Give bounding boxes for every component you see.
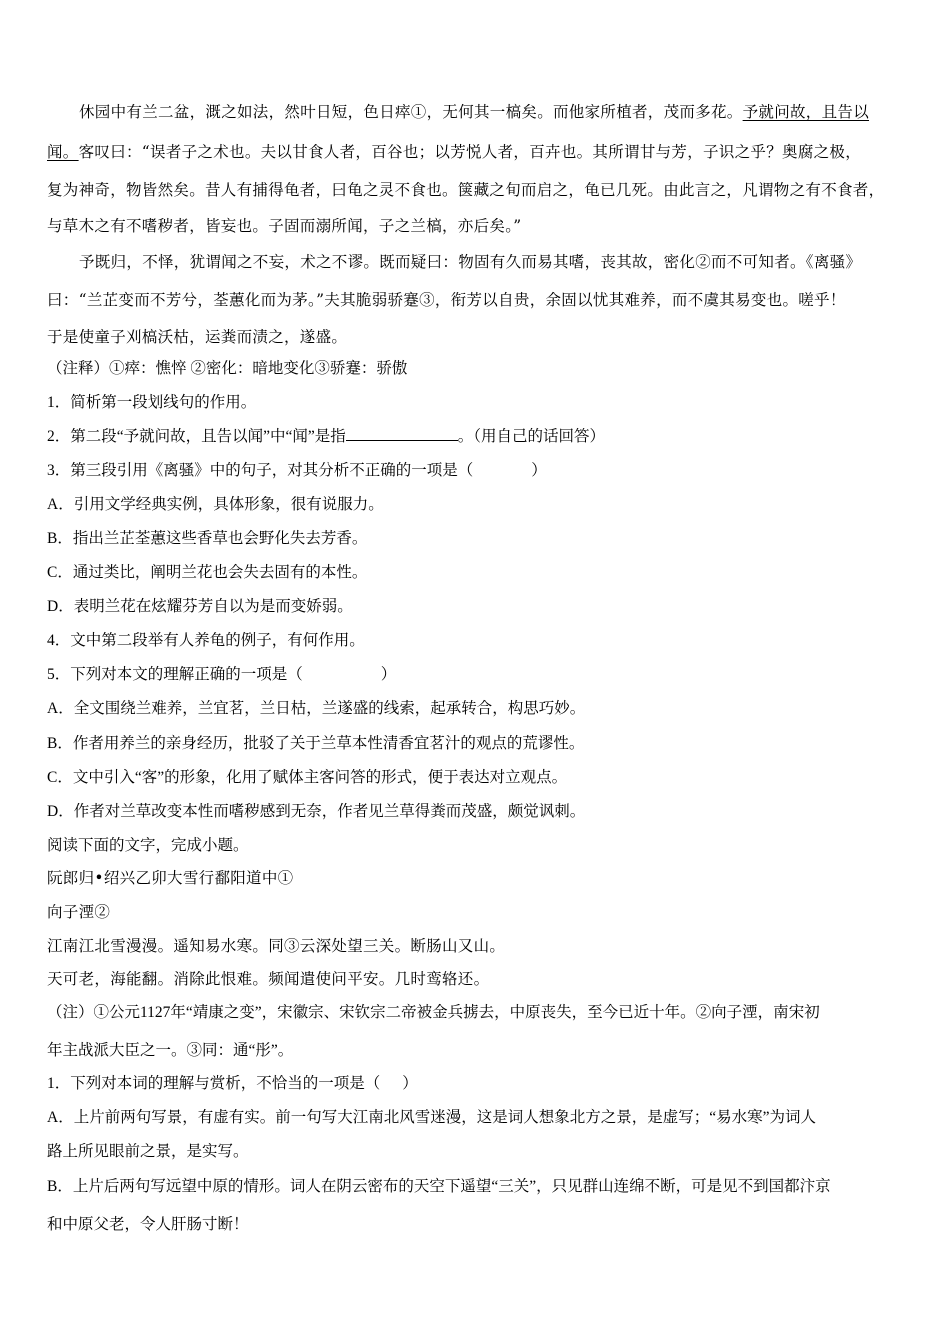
- question-3: [47, 458, 907, 480]
- passage-line: [79, 100, 939, 122]
- passage-line: [47, 140, 907, 162]
- annotation-notes: （注释）①瘁：憔悴 ②密化：暗地变化③骄蹇：骄傲: [47, 360, 408, 377]
- question-text: 1．下列对本词的理解与赏析，不恰当的一项是（: [47, 1075, 381, 1092]
- question-1: 1．简析第一段划线句的作用。: [47, 394, 257, 411]
- question-text: 。（用自己的话回答）: [457, 428, 606, 445]
- question-text: 3．第三段引用《离骚》中的句子，对其分析不正确的一项是（: [47, 462, 474, 479]
- option-b: B．指出兰芷荃蕙这些香草也会野化失去芳香。: [47, 530, 368, 547]
- option-d: D．表明兰花在炫耀芬芳自以为是而变娇弱。: [47, 598, 353, 615]
- question-text: ）: [380, 666, 397, 683]
- underlined-sentence: 予就问故，且告以: [742, 103, 870, 121]
- poem-line: 天可老，海能翻。消除此恨难。频闻遣使问平安。几时鸾辂还。: [47, 970, 490, 988]
- option-a: A．上片前两句写景，有虚有实。前一句写大江南北风雪迷漫，这是词人想象北方之景，是虚写；“易水寒”为词人: [47, 1109, 816, 1126]
- question-text: 5．下列对本文的理解正确的一项是（: [47, 666, 303, 683]
- option-c: C．文中引入“客”的形象，化用了赋体主客问答的形式，便于表达对立观点。: [47, 769, 568, 786]
- section-intro: 阅读下面的文字，完成小题。: [47, 837, 249, 854]
- passage-line: 曰：“兰芷变而不芳兮，荃蕙化而为茅。”夫其脆弱骄蹇③，衔芳以自贵，余固以忧其难养，而不虞其易变也。嗟乎！: [47, 291, 846, 309]
- question-1: [47, 1071, 907, 1093]
- option-b: B．上片后两句写远望中原的情形。词人在阴云密布的天空下遥望“三关”，只见群山连绵不断，可是见不到国都汴京: [47, 1178, 831, 1195]
- option-c: C．通过类比，阐明兰花也会失去固有的本性。: [47, 564, 368, 581]
- question-2: [47, 424, 907, 446]
- passage-line: 与草木之有不嗜秽者，皆妄也。子固而溺所闻，子之兰槁，亦后矣。”: [47, 217, 522, 235]
- passage-line: 予既归，不怿，犹谓闻之不妄，术之不谬。既而疑曰：物固有久而易其嗜，丧其故，密化②而不可知者。《离骚》: [79, 253, 862, 271]
- passage-line: 复为神奇，物皆然矣。昔人有捕得龟者，曰龟之灵不食也。箧藏之旬而启之，龟已几死。由此言之，凡谓物之有不食者，: [47, 181, 885, 199]
- option-a: A．引用文学经典实例，具体形象，很有说服力。: [47, 496, 384, 513]
- option-b-cont: 和中原父老，令人肝肠寸断！: [47, 1216, 249, 1233]
- option-b: B．作者用养兰的亲身经历，批驳了关于兰草本性清香宜茗汁的观点的荒谬性。: [47, 735, 585, 752]
- option-a-cont: 路上所见眼前之景，是实写。: [47, 1143, 249, 1160]
- poem-title: 阮郎归•绍兴乙卯大雪行鄱阳道中①: [47, 869, 294, 887]
- question-5: [47, 662, 907, 684]
- passage-text: 休园中有兰二盆，溉之如法，然叶日短，色日瘁①，无何其一槁矣。而他家所植者，茂而多花。: [79, 103, 743, 121]
- question-text: 2．第二段“予就问故，且告以闻”中“闻”是指: [47, 428, 346, 445]
- passage-text: 客叹曰：“误者子之术也。夫以甘食人者，百谷也；以芳悦人者，百卉也。其所谓甘与芳，子识之乎？奥腐之极，: [78, 143, 862, 161]
- question-4: 4．文中第二段举有人养龟的例子，有何作用。: [47, 632, 365, 649]
- poem-notes: 年主战派大臣之一。③同：通“彤”。: [47, 1042, 294, 1059]
- option-a: A．全文围绕兰难养，兰宜茗，兰日枯，兰遂盛的线索，起承转合，构思巧妙。: [47, 700, 586, 717]
- question-text: ）: [531, 462, 547, 479]
- poem-author: 向子湮②: [47, 903, 111, 921]
- poem-notes: （注）①公元1127年“靖康之变”，宋徽宗、宋钦宗二帝被金兵掳去，中原丧失，至今已近十年。②向子湮，南宋初: [47, 1004, 820, 1021]
- answer-blank[interactable]: [346, 426, 458, 441]
- passage-line: 于是使童子刈槁沃枯，运粪而渍之，遂盛。: [47, 328, 348, 346]
- question-text: ）: [402, 1075, 418, 1092]
- option-d: D．作者对兰草改变本性而嗜秽感到无奈，作者见兰草得粪而茂盛，颇觉讽刺。: [47, 803, 586, 820]
- poem-line: 江南江北雪漫漫。遥知易水寒。同③云深处望三关。断肠山又山。: [47, 937, 506, 955]
- underlined-sentence: 闻。: [47, 143, 79, 161]
